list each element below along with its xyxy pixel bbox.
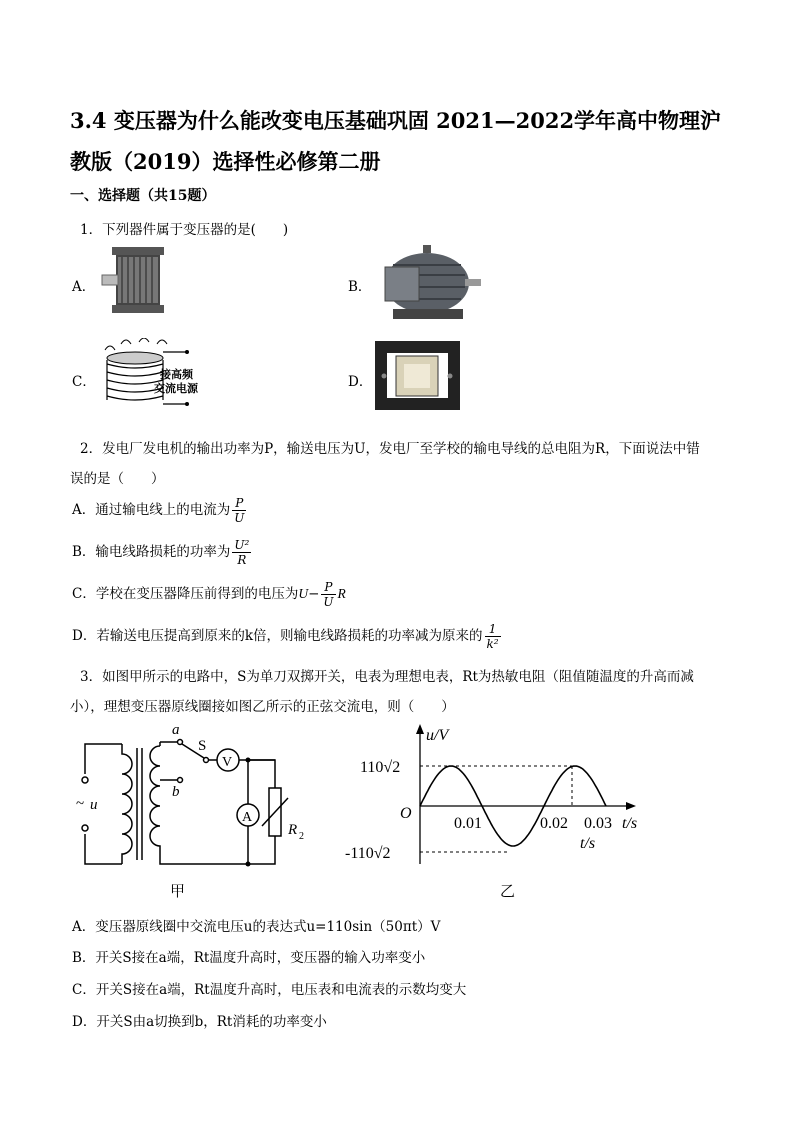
- q2-option-a-text: A．通过输电线上的电流为: [72, 502, 231, 518]
- q1-option-b: B．: [348, 279, 372, 295]
- q3-figure-label-right: 乙: [500, 882, 516, 900]
- svg-text:A: A: [242, 810, 253, 825]
- q1-stem: 1．下列器件属于变压器的是( ): [80, 222, 289, 238]
- q2-option-b: [72, 538, 253, 567]
- q2-stem-line1: [80, 437, 700, 457]
- x-tick-1: 0.01: [454, 815, 482, 832]
- q2-c-formula: $\frac{P}{U}$: [323, 580, 334, 609]
- svg-text:2: 2: [299, 831, 304, 842]
- x-axis-label-right: t/s: [622, 815, 638, 832]
- q3-option-c: C．开关S接在a端，Rt温度升高时，电压表和电流表的示数均变大: [72, 982, 467, 998]
- svg-text:b: b: [172, 784, 180, 800]
- q2-d-formula: $\frac{1}{\text{k²}}$: [486, 622, 499, 651]
- x-tick-2: 0.02: [540, 815, 568, 832]
- svg-text:~: ~: [76, 796, 85, 812]
- svg-text:S: S: [198, 738, 207, 754]
- y-tick-top: 110√2: [360, 759, 401, 776]
- q1-c-label: [154, 368, 198, 396]
- page-title: 3.4 变压器为什么能改变电压基础巩固 2021—2022学年高中物理沪教版（2019）选择性必修第二册: [70, 108, 722, 174]
- q3-option-d: D．开关S由a切换到b，Rt消耗的功率变小: [72, 1014, 327, 1030]
- q1-image-d: [370, 336, 465, 416]
- q1-image-b: [375, 243, 485, 323]
- q2-stem-text: 2．发电厂发电机的输出功率为P，输送电压为U，发电厂至学校的输电导线的总电阻为R，下面说法中错: [80, 441, 700, 457]
- y-axis-label: u/V: [426, 727, 449, 744]
- q1-option-d: D．: [348, 374, 373, 390]
- q1-image-a: [100, 243, 170, 318]
- x-axis-label-below: t/s: [580, 835, 596, 852]
- q1-c-label-line1: 接高频: [160, 368, 193, 381]
- x-tick-3: 0.03: [584, 815, 612, 832]
- q2-a-formula: $\frac{P}{U}$: [234, 496, 245, 525]
- section-heading: 一、选择题（共15题）: [70, 188, 216, 204]
- q2-option-c-text: C．学校在变压器降压前得到的电压为: [72, 586, 299, 602]
- q2-option-b-text: B．输电线路损耗的功率为: [72, 544, 231, 560]
- q2-option-d: [72, 622, 503, 651]
- y-tick-bottom: -110√2: [345, 845, 391, 862]
- q3-option-b: B．开关S接在a端，Rt温度升高时，变压器的输入功率变小: [72, 950, 426, 966]
- q2-option-c: C．学校在变压器降压前得到的电压为U− $\frac{P}{U}$ R: [72, 580, 346, 609]
- svg-text:V: V: [222, 755, 233, 770]
- graph-axes: [420, 730, 630, 864]
- q2-stem-line2: 误的是（ ）: [70, 471, 165, 487]
- q1-option-a: A．: [72, 279, 96, 295]
- q2-b-formula: $\frac{\text{U²}}{R}$: [234, 538, 250, 567]
- q1-c-label-line2: 交流电源: [154, 382, 198, 395]
- origin-label: O: [400, 805, 412, 822]
- q3-sine-graph: [340, 722, 650, 872]
- q3-figure-label-left: 甲: [170, 882, 186, 900]
- q3-stem-line1: 3．如图甲所示的电路中，S为单刀双掷开关，电表为理想电表，Rt为热敏电阻（阻值随温度的升高而减: [80, 669, 694, 685]
- q2-option-a: [72, 496, 248, 525]
- q2-option-d-text: D．若输送电压提高到原来的k倍，则输电线路损耗的功率减为原来的: [72, 628, 483, 644]
- q3-option-a: A．变压器原线圈中交流电压u的表达式u=110sin（50πt）V: [72, 919, 441, 935]
- q3-circuit-diagram: [70, 722, 330, 872]
- q1-option-c: C．: [72, 374, 96, 390]
- svg-text:R: R: [288, 822, 298, 838]
- svg-text:a: a: [172, 722, 180, 738]
- svg-text:u: u: [90, 797, 98, 813]
- q3-stem-line2: 小），理想变压器原线圈接如图乙所示的正弦交流电，则（ ）: [70, 699, 455, 715]
